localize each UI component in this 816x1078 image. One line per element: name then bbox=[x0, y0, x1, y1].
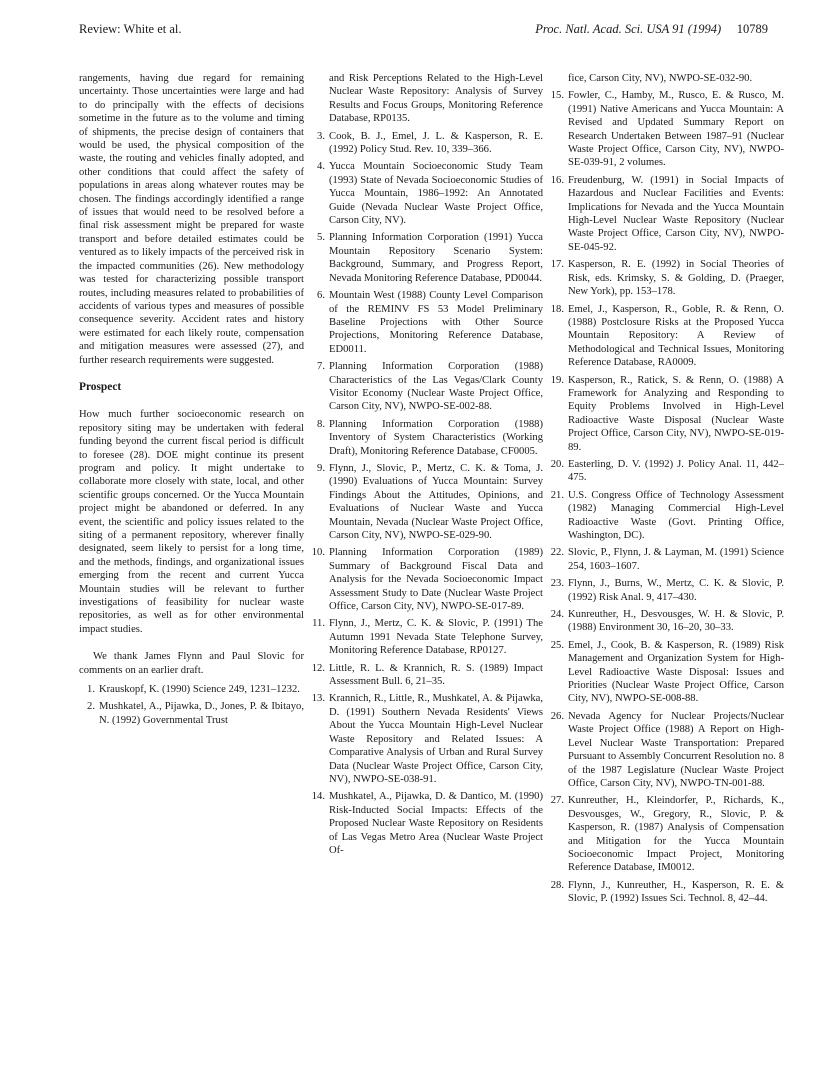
reference-item: 14. Mushkatel, A., Pijawka, D. & Dantico, M. (1990) Risk-Inducted Social Impacts: Effects of the Proposed Nuclear Waste Repository on Residents of Las Vegas Metro Area (Nuclear Waste Project Of- bbox=[311, 791, 543, 856]
reference-item: 17. Kasperson, R. E. (1992) in Social Theories of Risk, eds. Krimsky, S. & Golding, D. (Praeger, New York), pp. 153–178. bbox=[550, 259, 784, 298]
reference-continuation: and Risk Perceptions Related to the High-Level Nuclear Waste Repository: Analysis of Survey Results and Focus Groups, Monitoring Reference Database, RP0135. bbox=[329, 73, 543, 125]
reference-item: 12. Little, R. L. & Krannich, R. S. (1989) Impact Assessment Bull. 6, 21–35. bbox=[311, 662, 543, 688]
column-1 bbox=[79, 72, 304, 731]
reference-item: 13. Krannich, R., Little, R., Mushkatel, A. & Pijawka, D. (1991) Southern Nevada Residents' Views About the Yucca Mountain High-Level Nuclear Waste Repository and Related Issues: A Comparative Analysis of Urban and Rural Survey Data (Nuclear Waste Project Office, Carson City, NV), NWPO-SE-038-91. bbox=[311, 693, 543, 785]
reference-item: 23. Flynn, J., Burns, W., Mertz, C. K. & Slovic, P. (1992) Risk Anal. 9, 417–430. bbox=[550, 578, 784, 603]
body-paragraph-2: How much further socioeconomic research on repository siting may be undertaken with federal funding beyond the current fiscal period is difficult to foresee (28). DOE might continue its present program and policy. It might undertake to collaborate more closely with state, local, and other scientific groups concerned. Or the Yucca Mountain project might be abandoned or deferred. In any event, the scientific and policy issues related to the siting of a permanent repository, wherever finally designated, seem likely to persist for a long time, and the methods, findings, and organizational issues emerging from the recent and current Yucca Mountain studies will be relevant to further investigations of feasibility for nuclear waste repositories, as well as for other environmental impact studies. bbox=[79, 409, 304, 635]
reference-item: 18. Emel, J., Kasperson, R., Goble, R. & Renn, O. (1988) Postclosure Risks at the Proposed Yucca Mountain Repository: A Review of Methodological and Technical Issues, Monitoring Reference Database, RA0009. bbox=[550, 303, 784, 369]
reference-item: 3. Cook, B. J., Emel, J. L. & Kasperson, R. E. (1992) Policy Stud. Rev. 10, 339–366. bbox=[317, 130, 543, 156]
reference-item: 22. Slovic, P., Flynn, J. & Layman, M. (1991) Science 254, 1603–1607. bbox=[550, 547, 784, 572]
reference-continuation: fice, Carson City, NV), NWPO-SE-032-90. bbox=[568, 73, 753, 84]
reference-item: 26. Nevada Agency for Nuclear Projects/Nuclear Waste Project Office (1988) A Report on High-Level Nuclear Waste Transportation: Prepared Pursuant to Assembly Concurrent Resolution no. 8 of the 1987 Legislature (Nuclear Waste Project Office, Carson City, NV), NWPO-TN-001-88. bbox=[550, 710, 784, 789]
reference-item: 1. Krauskopf, K. (1990) Science 249, 1231–1232. bbox=[87, 684, 300, 696]
reference-item: 2. Mushkatel, A., Pijawka, D., Jones, P. & Ibitayo, N. (1992) Governmental Trust bbox=[87, 701, 304, 726]
reference-item: 27. Kunreuther, H., Kleindorfer, P., Richards, K., Desvousges, W., Gregory, R., Slovic, P. & Kasperson, R. (1987) Analysis of Compensation and Mitigation for the Yucca Mountain Socioeconomic Impact Project, Monitoring Reference Database, IM0012. bbox=[550, 795, 784, 874]
running-header-left: Review: White et al. bbox=[79, 22, 182, 36]
reference-item: 6. Mountain West (1988) County Level Comparison of the REMINV FS 53 Model Preliminary Baseline Projections with Other Source Projections, Monitoring Reference Database, ED0011. bbox=[317, 290, 543, 355]
reference-item: 7. Planning Information Corporation (1988) Characteristics of the Las Vegas/Clark County Visitor Economy (Nuclear Waste Project Office, Carson City, NV), NWPO-SE-002-88. bbox=[317, 361, 543, 413]
reference-item: 24. Kunreuther, H., Desvousges, W. H. & Slovic, P. (1988) Environment 30, 16–20, 30–33. bbox=[550, 609, 784, 634]
journal-citation: Proc. Natl. Acad. Sci. USA 91 (1994) bbox=[535, 22, 722, 36]
reference-item: 28. Flynn, J., Kunreuther, H., Kasperson, R. E. & Slovic, P. (1992) Issues Sci. Technol. 8, 42–44. bbox=[550, 879, 784, 905]
reference-item: 8. Planning Information Corporation (1988) Inventory of System Characteristics (Working Draft), Monitoring Reference Database, CF0005. bbox=[317, 418, 543, 457]
page-number: 10789 bbox=[736, 22, 768, 36]
references-list-col1 bbox=[79, 683, 304, 727]
body-paragraph-1: rangements, having due regard for remaining uncertainty. Those uncertainties were large and had to do principally with the effects of decisions sometime in the future as to the volume and timing of shipments, the precise design of containers that would be used, the physical composition of the waste, the routing and vehicles finally adopted, and other conditions that could affect the safety of populations in areas along whatever routes may be chosen. The findings accordingly identified a range of issues that would need to be resolved before a final risk assessment might be prepared for waste transport and before detailed estimates could be ventured as to likely impacts of the perceived risk in the impacted communities (26). New methodology was tested for characterizing possible transport routes, including measures related to probabilities of accidents of various types and measures of possible consequence severity. Accident rates and history were estimated for each likely route, compensation and mitigation measures were assessed (27), and further research requirements were suggested. bbox=[79, 73, 304, 366]
reference-item: 11. Flynn, J., Mertz, C. K. & Slovic, P. (1991) The Autumn 1991 Nevada State Telephone Survey, Monitoring Reference Database, RP0127. bbox=[312, 618, 543, 657]
column-3 bbox=[548, 72, 784, 910]
reference-item: 16. Freudenburg, W. (1991) in Social Impacts of Hazardous and Nuclear Facilities and Events: Implications for Nevada and the Yucca Mountain High-Level Nuclear Waste Repository (Nuclear Waste Project Office, Carson City, NV), NWPO-SE-045-92. bbox=[550, 174, 784, 253]
acknowledgment: We thank James Flynn and Paul Slovic for comments on an earlier draft. bbox=[79, 651, 304, 676]
reference-item: 25. Emel, J., Cook, B. & Kasperson, R. (1989) Risk Management and Organization System for High-Level Radioactive Waste Disposal: Issues and Priorities (Nuclear Waste Project Office, Carson City, NV), NWPO-SE-008-88. bbox=[550, 639, 784, 705]
section-title: Prospect bbox=[79, 380, 122, 393]
reference-item: 5. Planning Information Corporation (1991) Yucca Mountain Repository Scenario System: Background, Summary, and Progress Report, Nevada Monitoring Reference Database, PD0044. bbox=[317, 232, 543, 284]
reference-item: 10. Planning Information Corporation (1989) Summary of Background Fiscal Data and Analysis for the Nevada Socioeconomic Impact Assessment Study to Date (Nuclear Waste Project Office, Carson City, NV), NWPO-SE-017-89. bbox=[311, 547, 543, 613]
column-2 bbox=[309, 72, 543, 861]
references-list-col3 bbox=[548, 89, 784, 905]
reference-item: 15. Fowler, C., Hamby, M., Rusco, E. & Rusco, M. (1991) Native Americans and Yucca Mountain: A Revised and Updated Summary Report on Research Undertaken Between 1987–91 (Nuclear Waste Project Office, Carson City, NV), NWPO-SE-039-91, 2 volumes. bbox=[550, 90, 784, 169]
references-list-col2 bbox=[309, 130, 543, 858]
reference-item: 9. Flynn, J., Slovic, P., Mertz, C. K. & Toma, J. (1990) Evaluations of Yucca Mountain: Survey Findings About the Attitudes, Opinions, and Evaluations of Nuclear Waste and Yucca Mountain, Nevada (Nuclear Waste Project Office, Carson City, NV), NWPO-SE-029-90. bbox=[317, 462, 543, 541]
reference-item: 4. Yucca Mountain Socioeconomic Study Team (1993) State of Nevada Socioeconomic Studies of Yucca Mountain, 1986–1992: An Annotated Guide (Nevada Nuclear Waste Project Office, Carson City, NV). bbox=[317, 161, 543, 227]
reference-item: 21. U.S. Congress Office of Technology Assessment (1982) Managing Commercial High-Level Radioactive Waste (Govt. Printing Office, Washington, DC). bbox=[550, 489, 784, 541]
reference-item: 19. Kasperson, R., Ratick, S. & Renn, O. (1988) A Framework for Analyzing and Responding to Equity Problems Involved in High-Level Radioactive Waste Disposal (Nuclear Waste Project Office, Carson City, NV), NWPO-SE-019-89. bbox=[550, 374, 784, 453]
running-header-right bbox=[535, 22, 768, 37]
reference-item: 20. Easterling, D. V. (1992) J. Policy Anal. 11, 442–475. bbox=[550, 458, 784, 484]
